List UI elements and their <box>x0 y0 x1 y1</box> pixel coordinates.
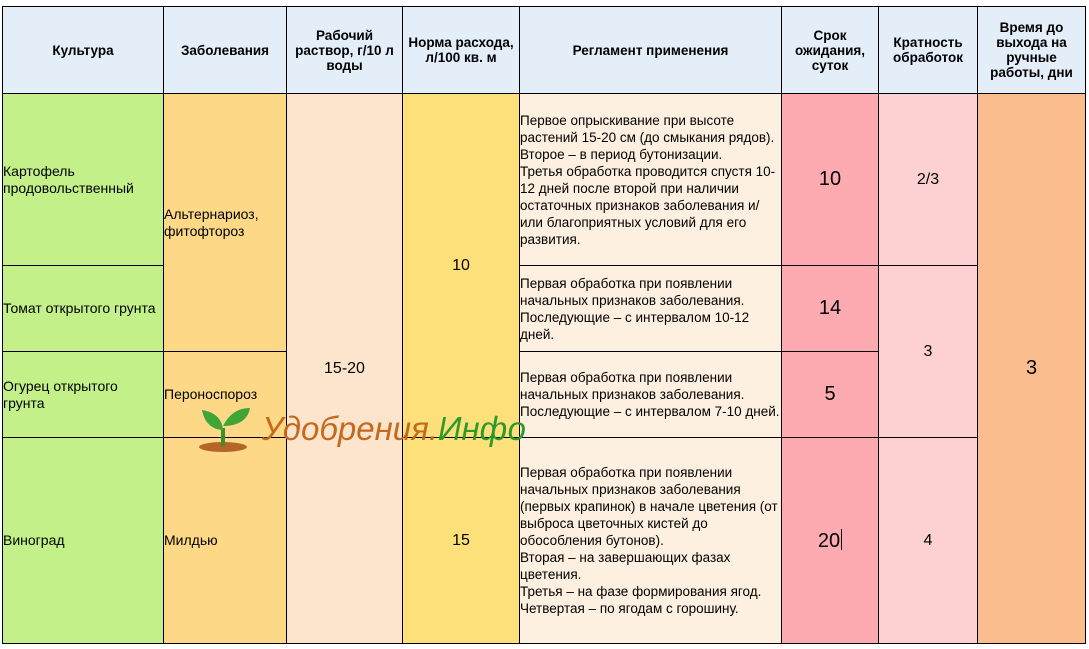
culture-cell: Виноград <box>3 438 164 644</box>
header-disease: Заболевания <box>164 7 287 94</box>
regulation-cell <box>520 266 782 352</box>
text-cursor <box>841 529 842 550</box>
wait-cell: 14 <box>782 266 879 352</box>
multiplicity-cell: 4 <box>879 438 978 644</box>
regulation-line: Четвертая – по ягодам с горошину. <box>520 601 739 616</box>
disease-cell: Пероноспороз <box>164 352 287 438</box>
header-regulation: Регламент применения <box>520 7 782 94</box>
regulation-line: Третья обработка проводится спустя 10-12 дней после второй при наличии остаточных признаков заболевания и/или благоприятных условий для его развития. <box>520 163 776 247</box>
header-exit: Время до выхода на ручные работы, дни <box>978 7 1086 94</box>
multiplicity-cell: 3 <box>879 266 978 438</box>
culture-cell: Картофель продовольственный <box>3 94 164 266</box>
regulation-line: Первая обработка при появлении начальных признаков заболевания (первых крапинок) в начале цветения (от выброса цветочных кистей до обособления бутонов). <box>520 465 778 548</box>
multiplicity-cell: 2/3 <box>879 94 978 266</box>
wait-value: 20 <box>817 529 841 552</box>
regulation-line: Вторая – на завершающих фазах цветения. <box>520 550 731 582</box>
regulation-cell <box>520 438 782 644</box>
header-culture: Культура <box>3 7 164 94</box>
regulation-cell <box>520 94 782 266</box>
watermark-dot: . <box>428 410 438 447</box>
regulation-line: Второе – в период бутонизации. <box>520 146 723 162</box>
regulation-line: Последующие – с интервалом 10-12 дней. <box>520 309 750 342</box>
watermark-part-1: Удобрения <box>262 410 429 447</box>
norm-cell: 10 <box>403 94 520 438</box>
regulation-cell <box>520 352 782 438</box>
wait-cell: 10 <box>782 94 879 266</box>
header-wait: Срок ожидания, суток <box>782 7 879 94</box>
culture-cell: Томат открытого грунта <box>3 266 164 352</box>
culture-cell: Огурец открытого грунта <box>3 352 164 438</box>
treatment-table <box>2 6 1086 644</box>
header-row <box>3 7 1086 94</box>
watermark-part-2: Инфо <box>437 410 526 447</box>
header-multiplicity: Кратность обработок <box>879 7 978 94</box>
regulation-line: Последующие – с интервалом 7-10 дней. <box>520 404 780 419</box>
header-solution: Рабочий раствор, г/10 л воды <box>287 7 403 94</box>
regulation-line: Первая обработка при появлении начальных признаков заболевания. <box>520 275 745 308</box>
wait-cell[interactable] <box>782 438 879 644</box>
regulation-line: Третья – на фазе формирования ягод. <box>520 584 762 599</box>
header-norm: Норма расхода, л/100 кв. м <box>403 7 520 94</box>
table-row <box>3 438 1086 644</box>
solution-cell: 15-20 <box>287 94 403 644</box>
exit-cell: 3 <box>978 94 1086 644</box>
wait-cell: 5 <box>782 352 879 438</box>
disease-cell: Альтернариоз, фитофтороз <box>164 94 287 352</box>
regulation-line: Первое опрыскивание при высоте растений 15-20 см (до смыкания рядов). <box>520 112 775 145</box>
table-row <box>3 94 1086 266</box>
disease-cell: Милдью <box>164 438 287 644</box>
regulation-line: Первая обработка при появлении начальных признаков заболевания. <box>520 370 745 402</box>
norm-cell: 15 <box>403 438 520 644</box>
